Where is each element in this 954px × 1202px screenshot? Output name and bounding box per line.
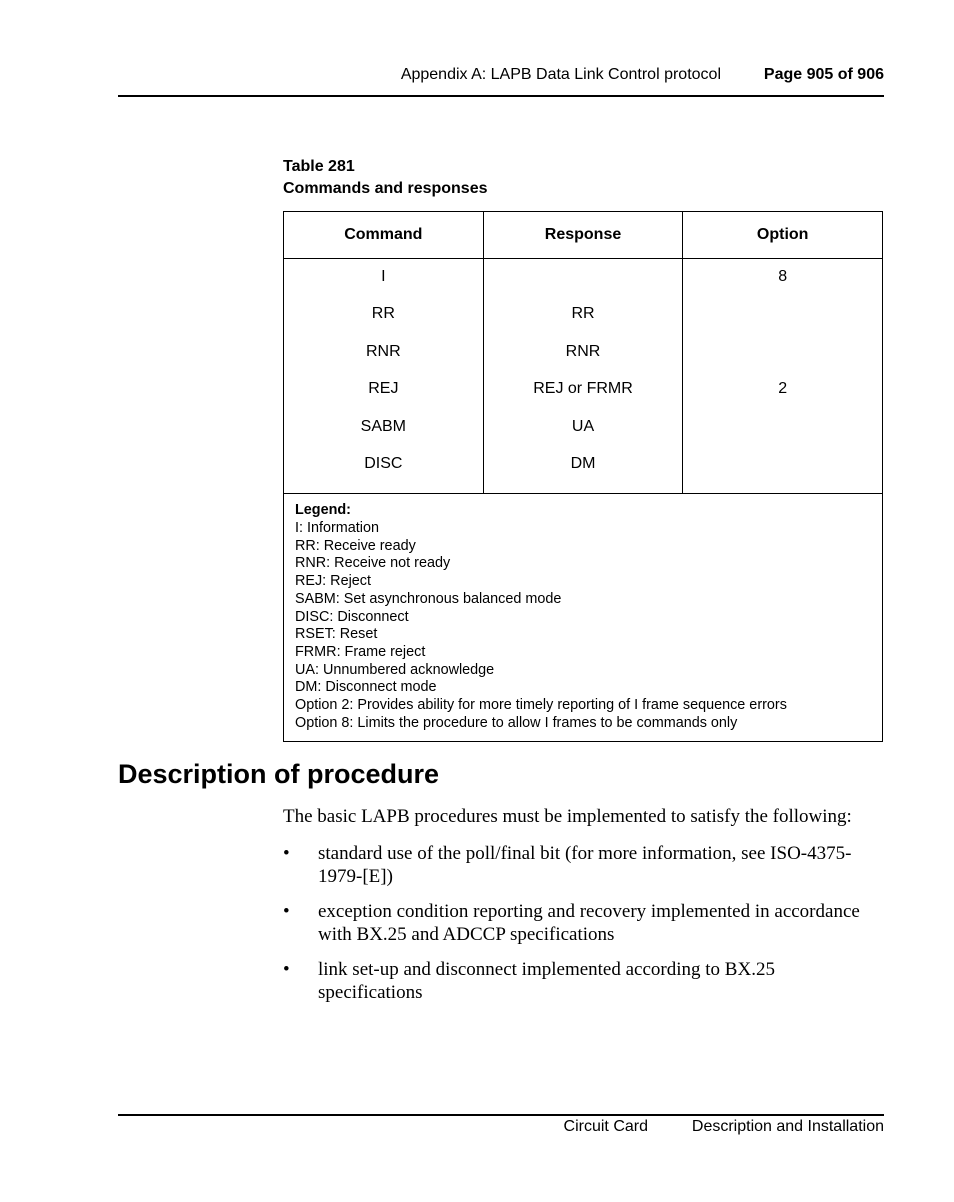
table-cell-command: REJ xyxy=(368,380,399,398)
column-header-option: Option xyxy=(682,212,882,258)
intro-paragraph: The basic LAPB procedures must be implemented to satisfy the following: xyxy=(283,806,852,827)
response-column xyxy=(483,259,683,493)
list-item xyxy=(283,842,883,888)
legend-line: DISC: Disconnect xyxy=(295,608,409,625)
legend-line: UA: Unnumbered acknowledge xyxy=(295,661,495,678)
legend-line: FRMR: Frame reject xyxy=(295,643,426,660)
table-cell-option xyxy=(683,301,882,338)
table-cell-response: REJ or FRMR xyxy=(533,380,633,398)
header-title: Appendix A: LAPB Data Link Control protocol xyxy=(400,66,721,83)
header-rule xyxy=(118,95,884,97)
commands-table xyxy=(283,211,883,742)
bullet-icon: • xyxy=(283,901,290,922)
legend-title: Legend: xyxy=(295,502,351,519)
bullet-icon: • xyxy=(283,959,290,980)
table-cell-command: RNR xyxy=(366,342,401,360)
legend-line: Option 8: Limits the procedure to allow I frames to be commands only xyxy=(295,714,738,731)
page-header xyxy=(118,66,884,88)
table-cell-response: DM xyxy=(570,454,596,472)
footer-rule xyxy=(118,1114,884,1116)
page-number: Page 905 of 906 xyxy=(763,66,884,83)
list-item xyxy=(283,900,883,946)
table-cell-command: RR xyxy=(371,305,395,323)
table-cell-response: UA xyxy=(571,417,595,435)
table-cell-response: RR xyxy=(571,305,595,323)
table-caption xyxy=(283,156,488,200)
command-column xyxy=(284,259,483,493)
table-legend xyxy=(284,494,882,741)
table-title: Commands and responses xyxy=(283,180,488,197)
list-item-text: exception condition reporting and recovery implemented in accordance with BX.25 and ADCCP specifications xyxy=(318,901,860,945)
list-item xyxy=(283,958,883,1004)
section-heading: Description of procedure xyxy=(118,759,440,789)
legend-line: DM: Disconnect mode xyxy=(295,679,437,696)
table-cell-response: RNR xyxy=(565,342,601,360)
table-cell-option xyxy=(683,414,882,451)
table-cell-command: DISC xyxy=(364,454,403,472)
legend-line: SABM: Set asynchronous balanced mode xyxy=(295,590,562,607)
table-body xyxy=(284,259,882,494)
list-item-text: link set-up and disconnect implemented according to BX.25 specifications xyxy=(318,959,775,1003)
bullet-icon: • xyxy=(283,843,290,864)
table-cell-option: 2 xyxy=(778,380,788,398)
legend-line: I: Information xyxy=(295,520,379,537)
table-cell-option xyxy=(683,451,882,488)
procedure-list xyxy=(283,842,883,1016)
table-cell-option xyxy=(683,339,882,376)
legend-line: REJ: Reject xyxy=(295,573,371,590)
table-number: Table 281 xyxy=(283,158,355,175)
footer-right: Description and Installation xyxy=(691,1118,884,1135)
table-cell-response xyxy=(484,264,683,301)
legend-line: RNR: Receive not ready xyxy=(295,555,451,572)
footer-left: Circuit Card xyxy=(563,1118,648,1135)
table-cell-option: 8 xyxy=(778,268,788,285)
list-item-text: standard use of the poll/final bit (for more information, see ISO-4375-1979-[E]) xyxy=(318,843,852,887)
legend-line: RR: Receive ready xyxy=(295,537,416,554)
legend-line: Option 2: Provides ability for more timely reporting of I frame sequence errors xyxy=(295,697,787,714)
option-column xyxy=(682,259,882,493)
table-cell-command: I xyxy=(381,268,386,285)
column-header-command: Command xyxy=(344,226,423,243)
table-cell-command: SABM xyxy=(360,417,406,435)
table-header-row xyxy=(284,212,882,259)
legend-line: RSET: Reset xyxy=(295,626,378,643)
column-header-response: Response xyxy=(483,212,683,258)
